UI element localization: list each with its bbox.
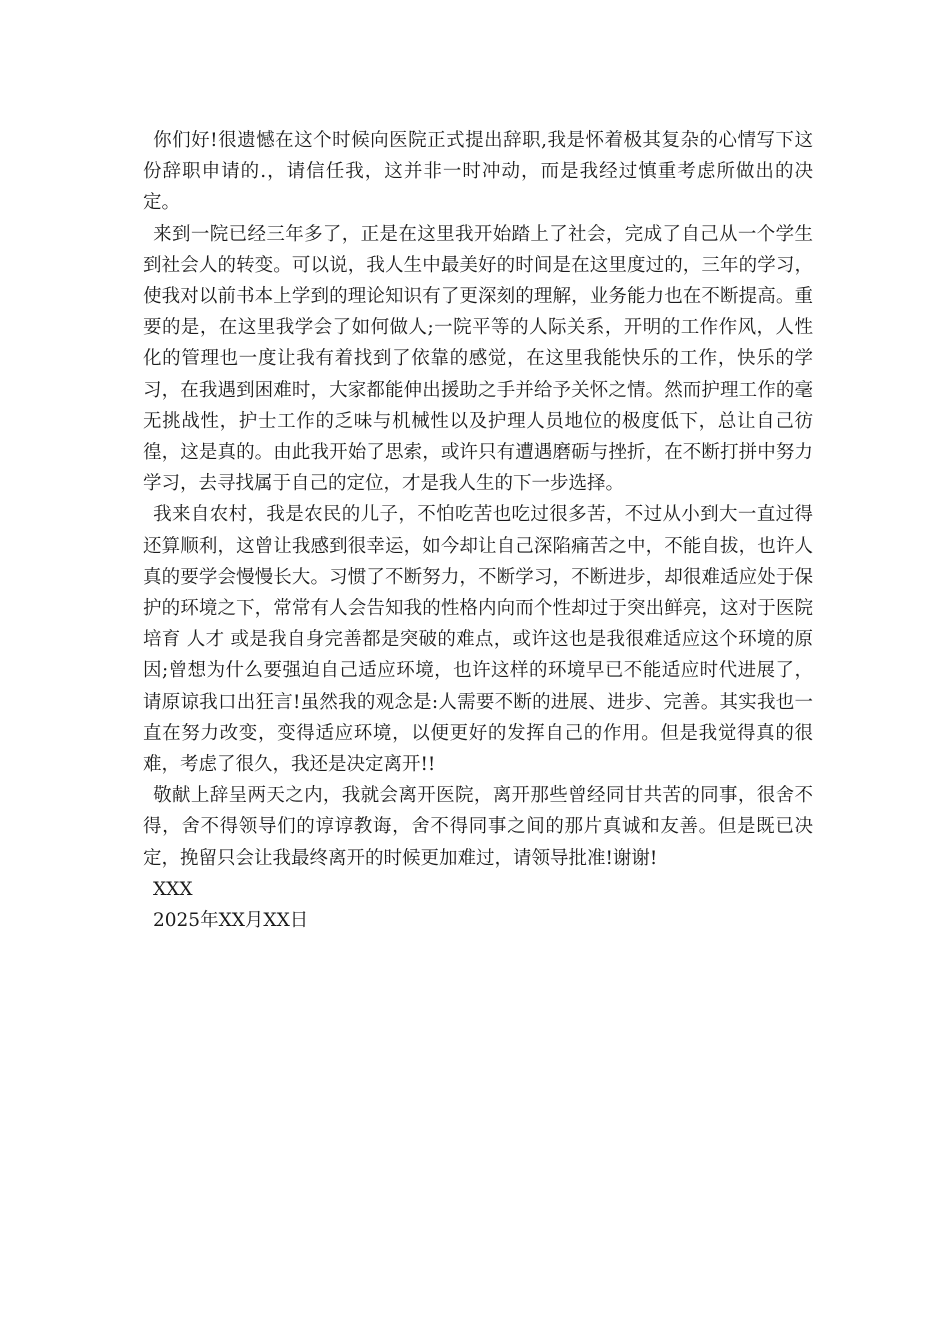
paragraph-background: 我来自农村，我是农民的儿子，不怕吃苦也吃过很多苦，不过从小到大一直过得还算顺利，这曾让我感到很幸运，如今却让自己深陷痛苦之中，不能自拔，也许人真的要学会慢慢长大。习惯了不断努力，不断学习，不断进步，却很难适应处于保护的环境之下，常常有人会告知我的性格内向而个性却过于突出鲜亮，这对于医院培育 人才 或是我自身完善都是突破的难点，或许这也是我很难适应这个环境的原因;曾想为什么要强迫自己适应环境，也许这样的环境早已不能适应时代进展了，请原谅我口出狂言!虽然我的观念是:人需要不断的进展、进步、完善。其实我也一直在努力改变，变得适应环境，以便更好的发挥自己的作用。但是我觉得真的很难，考虑了很久，我还是决定离开!!	[143, 504, 813, 776]
date: 2025年XX月XX日	[153, 910, 309, 932]
signature: XXX	[153, 878, 193, 900]
paragraph-greeting: 你们好!很遗憾在这个时候向医院正式提出辞职,我是怀着极其复杂的心情写下这份辞职申请的.，请信任我，这并非一时冲动，而是我经过慎重考虑所做出的决定。	[143, 130, 813, 214]
paragraph-closing: 敬献上辞呈两天之内，我就会离开医院，离开那些曾经同甘共苦的同事，很舍不得，舍不得领导们的谆谆教诲，舍不得同事之间的那片真诚和友善。但是既已决定，挽留只会让我最终离开的时候更加难过，请领导批准!谢谢!	[143, 785, 813, 869]
resignation-letter	[143, 125, 813, 936]
paragraph-experience: 来到一院已经三年多了，正是在这里我开始踏上了社会，完成了自己从一个学生到社会人的转变。可以说，我人生中最美好的时间是在这里度过的，三年的学习，使我对以前书本上学到的理论知识有了更深刻的理解，业务能力也在不断提高。重要的是，在这里我学会了如何做人;一院平等的人际关系，开明的工作作风，人性化的管理也一度让我有着找到了依靠的感觉，在这里我能快乐的工作，快乐的学习，在我遇到困难时，大家都能伸出援助之手并给予关怀之情。然而护理工作的毫无挑战性，护士工作的乏味与机械性以及护理人员地位的极度低下，总让自己彷徨，这是真的。由此我开始了思索，或许只有遭遇磨砺与挫折，在不断打拼中努力学习，去寻找属于自己的定位，才是我人生的下一步选择。	[143, 223, 813, 495]
